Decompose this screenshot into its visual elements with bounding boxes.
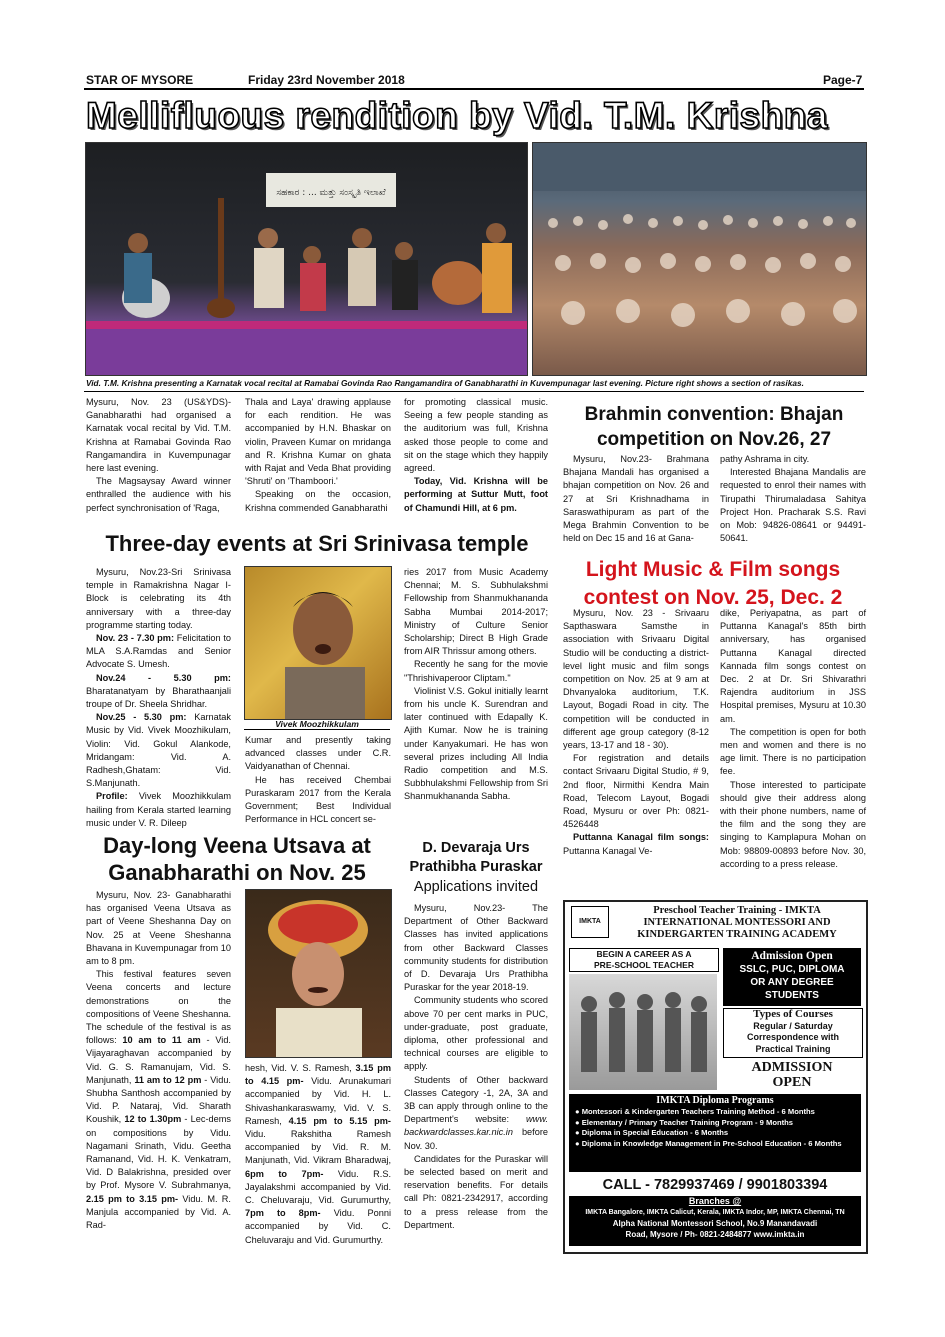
- paper-name: STAR OF MYSORE: [86, 73, 194, 87]
- brahmin-col1: [563, 453, 709, 545]
- brahmin-col2: [720, 453, 866, 545]
- vivek-portrait: [245, 567, 391, 719]
- main-col3-p1: for promoting classical music. Seeing a few people standing as the auditorium was full, Krishna asked those people to come and sit on the stage which they happily agreed.: [404, 397, 548, 474]
- ad-program-2: ● Elementary / Primary Teacher Training Program - 9 Months: [575, 1117, 793, 1127]
- devaraja-p1: Mysuru, Nov.23- The Department of Other Backward Classes has invited applications from other Backward Classes community students for distribution of D. Devaraja Urs Prathibha Puraskar for the year 2018-19.: [404, 903, 548, 993]
- veena-slot-6: 4.15 pm to 5.15 pm-: [288, 1115, 391, 1126]
- veena-slot-1: 10 am to 11 am: [122, 1035, 201, 1046]
- main-story-col1: [86, 396, 231, 515]
- devaraja-title-1: D. Devaraja Urs: [422, 840, 530, 856]
- ad-begin-2: PRE-SCHOOL TEACHER: [594, 960, 694, 970]
- srinivasa-intro: Mysuru, Nov.23-Sri Srinivasa temple in Ramakrishna Nagar I-Block is celebrating its 4th anniversary with a three-day programme starting today.: [86, 567, 231, 630]
- ad-school-2: Road, Mysore / Ph- 0821-2484877 www.imkta.in: [625, 1230, 805, 1239]
- veena-slot-3-text: - Lec-dems on compositions by Vidu. Nagamani Srinath, Vidu. Geetha Ramanand, Vid. H. K. Venkatram, Vid. D Balakrishna, presided over by Prof. Mysore V. Subrahmanya,: [86, 1114, 231, 1191]
- devaraja-title-2: Prathibha Puraskar: [409, 859, 543, 875]
- vivek-photo-caption: Vivek Moozhikkulam: [244, 719, 390, 730]
- main-col1-p1: Mysuru, Nov. 23 (US&YDS)- Ganabharathi had organised a Karnatak vocal recital by Vid. T.M. Krishna at Ramabai Govinda Rao Rangamandira in Kuvempunagar here last evening.: [86, 397, 231, 474]
- devaraja-p4: Candidates for the Puraskar will be selected based on merit and reservation benefits. For details call Ph: 0821-2342917, according to a press release from the Department.: [404, 1153, 548, 1230]
- srinivasa-mid-p2: He has received Chembai Puraskaram 2017 from the Kerala Government; Best Individual Performance in HCL concert se-: [245, 774, 391, 825]
- srinivasa-headline: Three-day events at Sri Srinivasa temple: [105, 531, 529, 556]
- imkta-logo-text: IMKTA: [579, 918, 601, 925]
- brahmin-col2-p2: Interested Bhajana Mandalis are requested to enrol their names with Tirupathi Thirumaladasa Sahitya Project Hon. Pracharak S.S. Ravi on Mob: 94826-08641 or 94491-50641.: [720, 467, 866, 544]
- ad-types-2: Regular / Saturday: [753, 1020, 833, 1031]
- veena-slot-6-text: Vidu. Rakshitha Ramesh accompanied by Vid. R. M. Manjunath, Vid. Vikram Bharadwaj,: [245, 1129, 391, 1166]
- veena-slot-7: 6pm to 7pm-: [245, 1168, 324, 1179]
- ad-top-block: [611, 905, 863, 941]
- devaraja-p2: Community students who scored above 70 per cent marks in PUC, under-graduate, post graduate, diploma, other professional and technical courses are eligible to apply.: [404, 995, 548, 1072]
- srinivasa-item-1-text: Felicitation to MLA S.A.Ramdas and Senior Advocate S. Umesh.: [86, 633, 231, 670]
- brahmin-headline: Brahmin convention: Bhajan competition on Nov.26, 27: [584, 404, 844, 450]
- ad-call-number[interactable]: CALL - 7829937469 / 9901803394: [602, 1177, 828, 1193]
- main-col2-p1: Thala and Laya' drawing applause for each rendition. He was accompanied by H.N. Bhaskar on violin, Praveen Kumar on mridanga and R. Krishna Kumar on ghata with Rajat and Veda Bhat providing 'Shruti' on 'Thamboori.': [245, 397, 391, 487]
- devaraja-p3: [404, 1074, 548, 1153]
- ad-adm-1: Admission Open: [751, 950, 833, 962]
- srinivasa-item-1-label: Nov. 23 - 7.30 pm:: [96, 633, 175, 644]
- veena-col1: [86, 889, 231, 1232]
- ad-program-3: ● Diploma in Special Education - 6 Months: [575, 1128, 729, 1137]
- ad-school-1: Alpha National Montessori School, No.9 Manandavadi: [612, 1219, 818, 1228]
- ad-open-1: ADMISSION: [751, 1060, 833, 1075]
- brahmin-col2-p1: pathy Ashrama in city.: [720, 454, 810, 464]
- ad-program-3-text: Diploma in Special Education - 6 Months: [581, 1128, 729, 1137]
- ad-top-line-3: KINDERGARTEN TRAINING ACADEMY: [637, 929, 837, 940]
- devaraja-col: [404, 902, 548, 1232]
- srinivasa-item-3-text: Karnatak Music by Vid. Vivek Moozhikulam, Violin: Vid. Gokul Alankode, Mridangam: Vid. A. Radhesh,Ghatam: Vid. S.Manjunath.: [86, 712, 231, 789]
- lightmusic-bold: Puttanna Kanagal film songs:: [573, 832, 709, 843]
- veena-p1: Mysuru, Nov. 23- Ganabharathi has organised Veena Utsava as part of Veene Sheshanna Day on Nov. 25 at Veene Sheshanna Bhavana in Kuvempunagar from 10 am to 8 pm.: [86, 890, 231, 967]
- stage-illustration: [86, 143, 527, 375]
- srinivasa-item-4: [86, 790, 231, 830]
- main-story-col3: [404, 396, 548, 515]
- ad-top-line-2: INTERNATIONAL MONTESSORI AND: [643, 917, 831, 928]
- ad-begin-career: [569, 948, 719, 972]
- srinivasa-col3: [404, 566, 548, 804]
- veena-headline: Day-long Veena Utsava at Ganabharathi on Nov. 25: [103, 833, 371, 885]
- audience-photo: [532, 142, 867, 376]
- caption-rule: [84, 391, 864, 392]
- lightmusic-col2-p2: The competition is open for both men and women and there is no age limit. There is no participation fee.: [720, 726, 866, 777]
- ad-branch-list: IMKTA Bangalore, IMKTA Calicut, Kerala, IMKTA Indor, MP, IMKTA Chennai, TN: [585, 1209, 845, 1216]
- ad-students-photo: [569, 974, 717, 1090]
- srinivasa-col1: [86, 566, 231, 830]
- srinivasa-item-3: [86, 711, 231, 790]
- ad-program-1: ● Montessori & Kindergarten Teachers Training Method - 6 Months: [575, 1107, 815, 1116]
- issue-date: Friday 23rd November 2018: [248, 73, 405, 87]
- veena-slot-4-text: Vidu. M. R. Manjula accompanied by Vid. A. Rad-: [86, 1193, 231, 1231]
- lightmusic-col1: [563, 607, 709, 858]
- veena-slot-7-text: Vidu. R.S. Jayalakshmi accompanied by Vid. C. Cheluvaraju, Vid. Gurumurthy,: [245, 1168, 392, 1206]
- main-col3-bold-text: Today, Vid. Krishna will be performing at Suttur Mutt, foot of Chamundi Hill, at 6 pm.: [404, 476, 548, 513]
- brahmin-col1-p1: Mysuru, Nov.23- Brahmana Bhajana Mandali has organised a bhajan competition on Nov. 26 and 27 at Sri Krishnadhama in Saraswathipuram as part of the Mega Brahmin Convention to be held on Dec 15 and 16 at Gana-: [563, 454, 709, 544]
- ad-program-2-text: Elementary / Primary Teacher Training Program - 9 Months: [581, 1117, 793, 1127]
- lightmusic-col2-p3: Those interested to participate should give their address along with their phone numbers, name of the film and the song they are singing to Kamplapura Mohan on Mob: 98809-00893 before Nov. 30, according to a press release.: [720, 779, 866, 869]
- veena-p2: [86, 968, 231, 1232]
- srinivasa-right-p3: Violinist V.S. Gokul initially learnt from his uncle K. Surendran and later continued with Edapally K. Ajith Kumar. Now he is training under Kanyakumari. He has won several prizes including All India Radio competition and M.S. Subbhulakshmi Fellowship from Sri Shanmukhananda Sabha.: [404, 685, 548, 802]
- ad-students-illustration: [569, 974, 717, 1090]
- ad-types-4: Practical Training: [755, 1043, 831, 1054]
- veena-col2: [245, 1062, 391, 1247]
- veena-p2-intro: This festival features seven Veena concerts and lecture demonstrations on the compositions of Veene Sheshanna. The schedule of the festival is as follows:: [86, 969, 231, 1046]
- lightmusic-tail: Puttanna Kanagal Ve-: [563, 845, 653, 856]
- imkta-logo: [571, 906, 609, 938]
- ad-branches-box: [569, 1196, 861, 1246]
- srinivasa-right-p1: ries 2017 from Music Academy Chennai; M. S. Subhulakshmi Fellowship from Shanmukhananda Sabha Mumbai 2014-2017; Ministry of Culture Senior Scholarship; Direct B High Grade from AIR Thrissur among others.: [404, 567, 548, 657]
- imkta-advertisement[interactable]: [563, 900, 868, 1254]
- stage-photo: [85, 142, 528, 376]
- srinivasa-mid-p1: Kumar and presently taking advanced classes under C.R. Vaidyanathan of Chennai.: [245, 735, 391, 772]
- audience-illustration: [533, 143, 866, 375]
- ad-adm-3: OR ANY DEGREE: [750, 977, 834, 988]
- lightmusic-col2-p1: dike, Periyapatna, as part of Puttanna Kanagal's 85th birth anniversary, has organised Puttanna Kanagal directed Kannada film songs contest on Dec. 2 at Dr. Sri Shivarathri Rajendra auditorium in JSS Hospital premises, Mysuru at 10.30 am.: [720, 608, 866, 724]
- veena-col2-lead: hesh, Vid. V. S. Ramesh,: [245, 1063, 352, 1073]
- srinivasa-item-4-text: Vivek Moozhikkulam hailing from Kerala started learning music under V. R. Dileep: [86, 791, 231, 828]
- veena-slot-2: 11 am to 12 pm: [134, 1074, 202, 1085]
- main-story-col2: [245, 396, 391, 515]
- srinivasa-right-p2: Recently he sang for the movie "Thrishivaperoor Cliptam.": [404, 659, 548, 683]
- ad-admission-box: [723, 948, 861, 1006]
- stage-banner-text: ಸಹಕಾರ : ... ಮತ್ತು ಸಂಸ್ಕೃತಿ ಇಲಾಖೆ: [276, 188, 386, 198]
- ad-program-4-text: Diploma in Knowledge Management in Pre-School Education - 6 Months: [581, 1138, 842, 1148]
- sheshanna-illustration: [246, 890, 391, 1057]
- srinivasa-col2: [245, 734, 391, 826]
- vivek-photo: [244, 566, 392, 720]
- ad-program-1-text: Montessori & Kindergarten Teachers Training Method - 6 Months: [581, 1107, 815, 1116]
- ad-diploma-box: [569, 1094, 861, 1172]
- ad-types-3: Correspondence with: [746, 1032, 839, 1042]
- veena-slot-8: 7pm to 8pm-: [245, 1208, 321, 1219]
- srinivasa-item-2: [86, 672, 231, 712]
- veena-slot-5-text: Vidu. Arunakumari accompanied by Vid. H. L. Shivashankaraswamy, Vid. V. S. Ramesh,: [245, 1076, 391, 1126]
- ad-types-1: Types of Courses: [753, 1008, 833, 1020]
- veena-slot-3: 12 to 1.30pm: [124, 1114, 182, 1125]
- main-col2-p2: Speaking on the occasion, Krishna commended Ganabharathi: [245, 489, 391, 513]
- srinivasa-item-1: [86, 632, 231, 672]
- veena-slot-8-text: Vidu. Ponni accompanied by Vid. C. Cheluvaraju and Vid. Gurumurthy.: [245, 1208, 392, 1245]
- veena-slot-2-text: - Vidu. Shubha Santhosh accompanied by Vid. P. Nataraj, Vid. Sharath Koushik,: [86, 1074, 231, 1125]
- veena-col2-text: [245, 1062, 391, 1247]
- ad-types-box: [723, 1008, 863, 1058]
- devaraja-p3-text: Students of Other backward Classes Category -1, 2A, 3A and 3B can apply through online to the Department's website:: [404, 1074, 548, 1125]
- ad-open-2: OPEN: [772, 1075, 812, 1090]
- ad-admission-open: [723, 1060, 861, 1090]
- srinivasa-item-2-text: Bharatanatyam by Bharathaanjali troupe of Dr. Sheela Shridhar.: [86, 685, 231, 710]
- header-rule: [84, 88, 864, 90]
- sheshanna-portrait: [245, 889, 392, 1058]
- main-col3-bold: [404, 475, 548, 515]
- ad-program-4: ● Diploma in Knowledge Management in Pre-School Education - 6 Months: [575, 1138, 842, 1148]
- lightmusic-headline: Light Music & Film songs contest on Nov. 25, Dec. 2: [583, 558, 843, 609]
- veena-slot-5: 3.15 pm to 4.15 pm-: [245, 1063, 391, 1087]
- ad-diploma-title: IMKTA Diploma Programs: [656, 1095, 774, 1106]
- lightmusic-col2: [720, 607, 866, 871]
- veena-slot-4: 2.15 pm to 3.15 pm-: [86, 1193, 179, 1204]
- devaraja-title-3: Applications invited: [413, 879, 539, 895]
- lightmusic-col1-p1: Mysuru, Nov. 23 - Srivaaru Sapthaswara Samsthe in association with Srivaaru Digital Studio will be conducting a district-level light music and film songs competition on Nov. 25 at 9 am at Dhvanyaloka auditorium, T.K. Layout, Bogadi Road in city. The competition will be conducted in different age group category (8-12 years, 13-17 and 18 - 30).: [563, 608, 709, 751]
- ad-top-line-1: Preschool Teacher Training - IMKTA: [653, 905, 821, 916]
- veena-slot-1-text: - Vid. Vijayaraghavan accompanied by Vid. G. S. Ramanujam, Vid. S. Manjunath,: [86, 1035, 231, 1085]
- devaraja-website[interactable]: www. backwardclasses.kar.nic.in: [404, 1114, 548, 1138]
- srinivasa-item-3-label: Nov.25 - 5.30 pm:: [96, 712, 187, 723]
- srinivasa-item-4-label: Profile:: [96, 791, 128, 802]
- ad-adm-2: SSLC, PUC, DIPLOMA: [739, 964, 845, 975]
- lightmusic-col1-p2: For registration and details contact Srivaaru Digital Studio, # 9, 2nd floor, Nirmithi Kendra Main Road, Telecom Layout, Bogadi Road, Mysuru or over Ph: 0821-4526448: [563, 753, 709, 830]
- main-col1-p2: The Magsaysay Award winner enthralled the audience with his perfect synchronisation of 'Raga,: [86, 476, 231, 513]
- ad-begin-1: BEGIN A CAREER AS A: [596, 949, 692, 959]
- ad-adm-4: STUDENTS: [765, 990, 819, 1001]
- lightmusic-col1-p3: [563, 831, 709, 857]
- ad-branches: Branches @: [688, 1196, 742, 1206]
- srinivasa-item-2-label: Nov.24 - 5.30 pm:: [96, 672, 231, 683]
- devaraja-deadline: before Nov. 30.: [404, 1127, 548, 1151]
- main-headline: Mellifluous rendition by Vid. T.M. Krishna: [86, 95, 828, 136]
- main-photo-caption: Vid. T.M. Krishna presenting a Karnatak vocal recital at Ramabai Govinda Rao Rangamandira of Ganabharathi in Kuvempunagar last evening. Picture right shows a section of rasikas.: [86, 378, 804, 388]
- page-number: Page-7: [823, 73, 863, 87]
